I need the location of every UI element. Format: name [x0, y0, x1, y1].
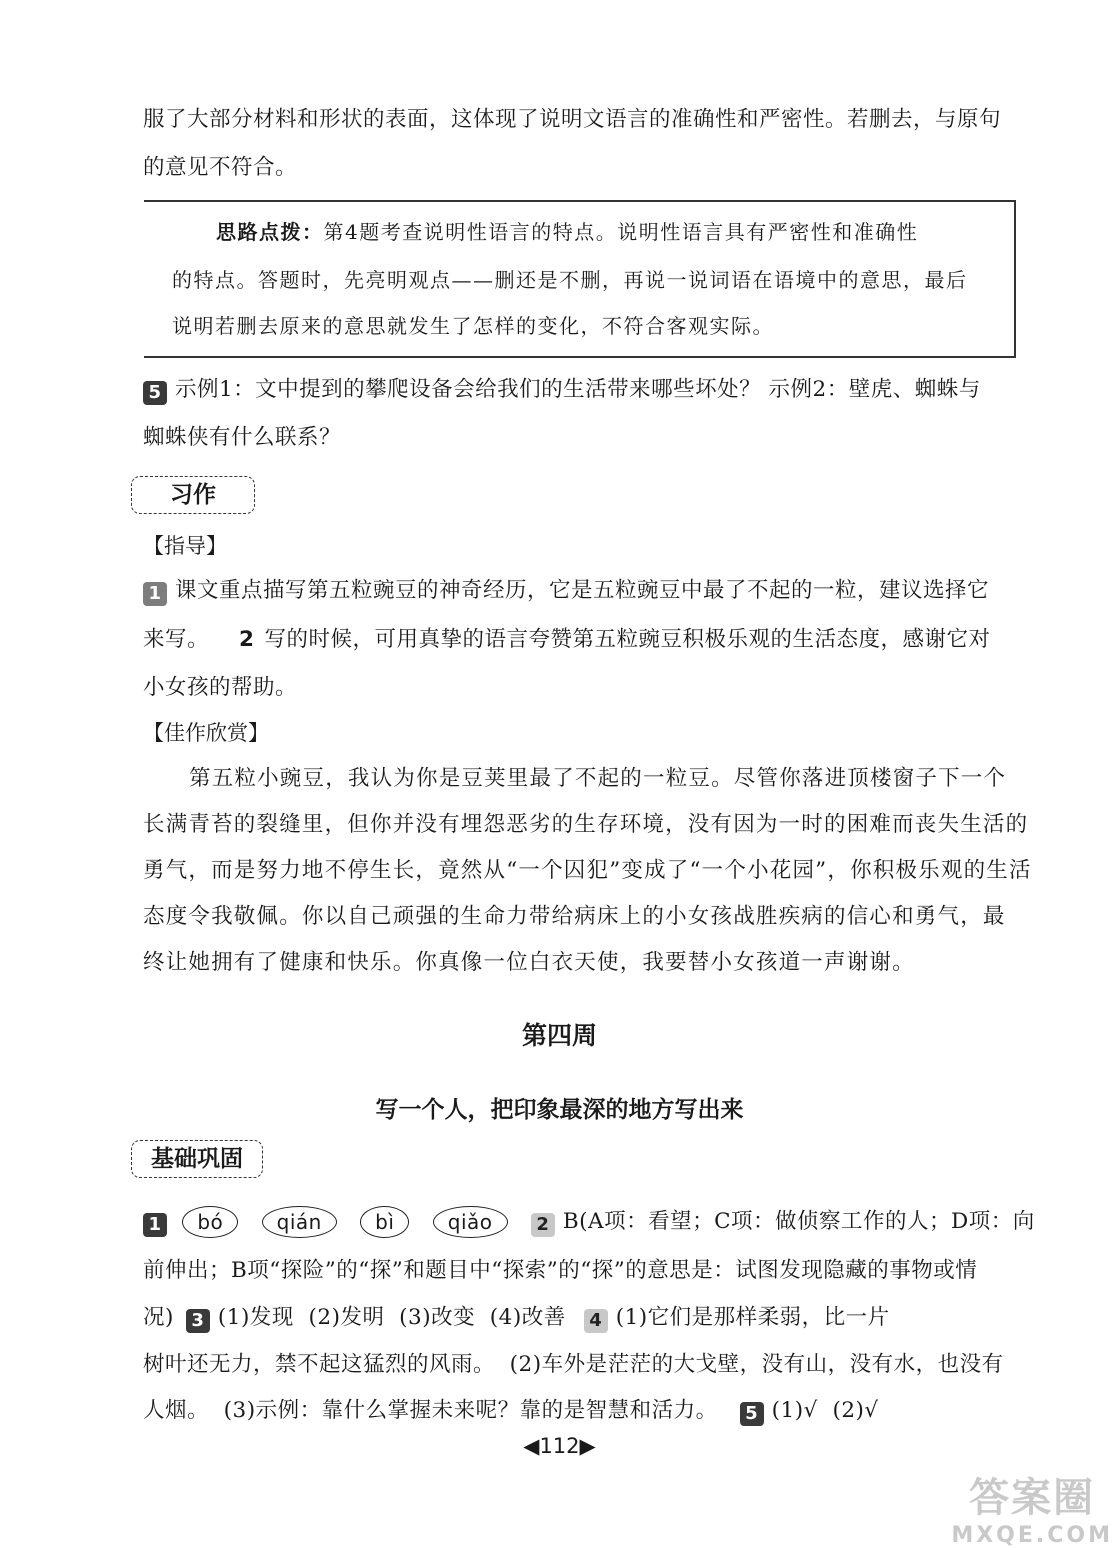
basic-q4-q5-line	[143, 1396, 879, 1426]
tip-text1: 第4题考查说明性语言的特点。说明性语言具有严密性和准确性	[323, 220, 919, 244]
basic-q1-q2-line	[143, 1205, 1035, 1239]
answer4-line2: 的意见不符合。	[143, 155, 298, 180]
guide1-line1	[143, 576, 989, 606]
writing-section-tag: 习作	[131, 476, 255, 514]
pinyin-oval-4: qiǎo	[433, 1206, 508, 1238]
pinyin-oval-3: bì	[360, 1206, 409, 1238]
guide1-number-badge: 1	[143, 582, 167, 606]
basic-q5-text: (1)√ (2)√	[771, 1398, 879, 1423]
q5-text1: 示例1：文中提到的攀爬设备会给我们的生活带来哪些坏处？ 示例2：壁虎、蜘蛛与	[175, 377, 981, 402]
guide2-number: 2	[239, 627, 255, 652]
tip-label: 思路点拨：	[216, 220, 324, 244]
pinyin-oval-2: qián	[262, 1206, 337, 1238]
q5-line1	[143, 375, 981, 405]
basic-q2-text1: B(A项：看望；C项：做侦察工作的人；D项：向	[562, 1209, 1035, 1234]
basic-q3-number-badge: 3	[186, 1309, 210, 1333]
basic-q2-text3: 况)	[143, 1305, 174, 1330]
basic-q4-number-badge: 4	[584, 1309, 608, 1333]
watermark-small: MXQE.COM	[951, 1523, 1113, 1548]
basic-q4-line2: 树叶还无力，禁不起这猛烈的风雨。 (2)车外是茫茫的大戈壁，没有山，没有水，也没有	[143, 1352, 1004, 1377]
basic-q1-number-badge: 1	[143, 1213, 167, 1237]
basic-q4-text3: 人烟。 (3)示例：靠什么掌握未来呢？靠的是智慧和活力。	[143, 1398, 718, 1423]
tip-line3: 说明若删去原来的意思就发生了怎样的变化，不符合客观实际。	[172, 314, 774, 338]
essay-line2: 长满青苔的裂缝里，但你并没有埋怨恶劣的生存环境，没有因为一时的困难而丧失生活的	[143, 812, 1029, 837]
pinyin-oval-1: bó	[182, 1206, 238, 1238]
week-title: 第四周	[521, 1021, 597, 1050]
q5-line2: 蜘蛛侠有什么联系？	[143, 425, 342, 450]
basic-q2-number-badge: 2	[531, 1213, 555, 1237]
essay-line5: 终让她拥有了健康和快乐。你真像一位白衣天使，我要替小女孩道一声谢谢。	[143, 950, 915, 975]
essay-label: 【佳作欣赏】	[143, 721, 269, 745]
tip-line2: 的特点。答题时，先亮明观点——删还是不删，再说一说词语在语境中的意思，最后	[172, 268, 968, 292]
week-subtitle: 写一个人，把印象最深的地方写出来	[375, 1097, 744, 1123]
basic-q3-text: (1)发现 (2)发明 (3)改变 (4)改善	[217, 1305, 566, 1330]
essay-line3: 勇气，而是努力地不停生长，竟然从“一个囚犯”变成了“一个小花园”，你积极乐观的生活	[143, 858, 1032, 883]
basic-q4-text1: (1)它们是那样柔弱，比一片	[615, 1305, 890, 1330]
page-number: ◀112▶	[523, 1434, 596, 1458]
guide1-text2: 来写。	[143, 627, 210, 652]
guide1-line2	[143, 625, 991, 655]
essay-line1: 第五粒小豌豆，我认为你是豆荚里最了不起的一粒豆。尽管你落进顶楼窗子下一个	[189, 766, 1007, 791]
watermark-big: 答案圈	[969, 1475, 1096, 1521]
basic-q2-line2: 前伸出；B项“探险”的“探”和题目中“探索”的“探”的意思是：试图发现隐藏的事物或情	[143, 1258, 978, 1283]
guide2-text: 写的时候，可用真挚的语言夸赞第五粒豌豆积极乐观的生活态度，感谢它对	[264, 627, 991, 652]
essay-line4: 态度令我敬佩。你以自己顽强的生命力带给病床上的小女孩战胜疾病的信心和勇气，最	[143, 904, 1006, 929]
tip-line1	[216, 218, 918, 246]
guide-label: 【指导】	[143, 534, 227, 558]
guide1-text1: 课文重点描写第五粒豌豆的神奇经历，它是五粒豌豆中最了不起的一粒，建议选择它	[175, 578, 990, 603]
basic-section-tag: 基础巩固	[131, 1140, 263, 1178]
q5-number-badge: 5	[143, 381, 167, 405]
answer4-line1: 服了大部分材料和形状的表面，这体现了说明文语言的准确性和严密性。若删去，与原句	[143, 107, 1002, 132]
basic-q2-q4-line	[143, 1303, 890, 1333]
basic-q5-number-badge: 5	[740, 1402, 764, 1426]
guide2-line2: 小女孩的帮助。	[143, 675, 298, 700]
